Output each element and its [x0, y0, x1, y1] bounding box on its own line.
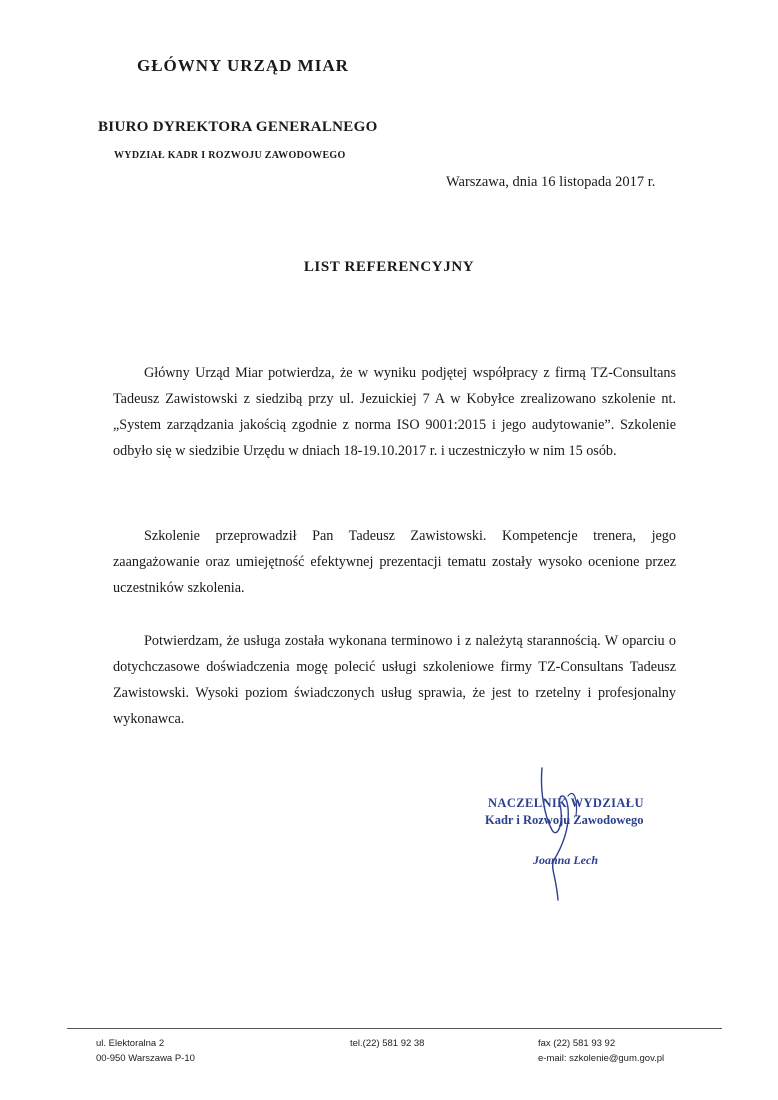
office-name: BIURO DYREKTORA GENERALNEGO [98, 119, 378, 135]
footer-address-line1: ul. Elektoralna 2 [96, 1038, 165, 1049]
footer-email: e-mail: szkolenie@gum.gov.pl [538, 1053, 665, 1064]
handwritten-signature [530, 760, 600, 910]
document-title: LIST REFERENCYJNY [303, 259, 475, 275]
date-line: Warszawa, dnia 16 listopada 2017 r. [446, 174, 656, 190]
footer-contact [538, 1036, 664, 1066]
footer-divider [67, 1028, 722, 1029]
footer-phone: tel.(22) 581 92 38 [350, 1038, 425, 1049]
organization-name: GŁÓWNY URZĄD MIAR [137, 56, 349, 75]
department-name: WYDZIAŁ KADR I ROZWOJU ZAWODOWEGO [114, 150, 346, 161]
footer-fax: fax (22) 581 93 92 [538, 1038, 616, 1049]
paragraph-1: Główny Urząd Miar potwierdza, że w wyniku podjętej współpracy z firmą TZ-Consultans Tadeusz Zawistowski z siedzibą przy ul. Jezuickiej 7 A w Kobyłce zrealizowano szkolenie nt. „System zarządzania jakością zgodnie z norma ISO 9001:2015 i jego audytowanie”. Szkolenie odbyło się w siedzibie Urzędu w dniach 18-19.10.2017 r. i uczestniczyło w nim 15 osób. [113, 365, 676, 459]
stamp-subtitle: Kadr i Rozwoju Zawodowego [485, 813, 644, 827]
footer-address-line2: 00-950 Warszawa P-10 [96, 1053, 195, 1064]
stamp-name: Joanna Lech [533, 853, 599, 867]
stamp-title: NACZELNIK WYDZIAŁU [488, 796, 644, 810]
paragraph-2: Szkolenie przeprowadził Pan Tadeusz Zawistowski. Kompetencje trenera, jego zaangażowanie oraz umiejętność efektywnej prezentacji tematu zostały wysoko ocenione przez uczestników szkolenia. [113, 528, 676, 596]
paragraph-3: Potwierdzam, że usługa została wykonana terminowo i z należytą starannością. W oparciu o dotychczasowe doświadczenia mogę polecić usługi szkoleniowe firmy TZ-Consultans Tadeusz Zawistowski. Wysoki poziom świadczonych usług sprawia, że jest to rzetelny i profesjonalny wykonawca. [113, 633, 676, 727]
footer-address [96, 1036, 195, 1066]
